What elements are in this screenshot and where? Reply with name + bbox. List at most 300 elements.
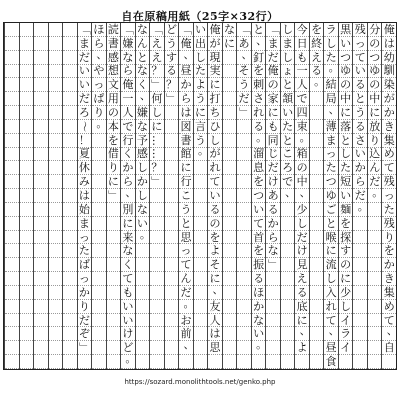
manuscript-cell — [165, 327, 179, 341]
manuscript-cell: 残 — [383, 175, 395, 189]
manuscript-cell: し — [151, 105, 163, 119]
manuscript-cell: 俺 — [267, 64, 279, 78]
manuscript-cell — [194, 286, 208, 300]
manuscript-cell: 。 — [368, 189, 382, 203]
manuscript-cell: は — [209, 327, 221, 341]
manuscript-cell — [223, 65, 237, 79]
manuscript-cell: る — [253, 272, 265, 286]
manuscript-cell: は — [180, 105, 192, 119]
manuscript-cell: か — [180, 78, 192, 92]
manuscript-cell — [92, 189, 106, 203]
manuscript-cell: 書 — [107, 36, 119, 50]
manuscript-cell: し — [325, 272, 337, 286]
manuscript-cell — [20, 258, 34, 272]
manuscript-cell: の — [340, 258, 352, 272]
manuscript-cell: る — [165, 64, 177, 78]
manuscript-cell — [20, 327, 34, 341]
manuscript-cell: た — [282, 119, 294, 133]
manuscript-cell — [150, 355, 164, 369]
manuscript-cell: 休 — [78, 161, 90, 175]
manuscript-cell — [20, 134, 34, 148]
manuscript-cell: 、 — [237, 51, 251, 65]
manuscript-cell: う — [238, 78, 250, 92]
manuscript-cell: 入 — [325, 285, 337, 299]
manuscript-cell — [63, 258, 77, 272]
manuscript-cell — [310, 231, 324, 245]
manuscript-cell: 出 — [194, 36, 206, 50]
manuscript-cell: … — [150, 148, 164, 160]
manuscript-cell — [353, 258, 367, 272]
manuscript-cell — [34, 175, 48, 189]
manuscript-cell: 。 — [252, 341, 266, 355]
manuscript-cell: く — [122, 258, 134, 272]
manuscript-cell — [295, 355, 309, 369]
manuscript-cell — [5, 217, 19, 231]
manuscript-cell: だ — [296, 230, 308, 244]
manuscript-cell — [136, 355, 150, 369]
source-url[interactable]: https://sozard.monolithtools.net/genko.php — [124, 378, 276, 386]
manuscript-cell — [353, 314, 367, 328]
manuscript-cell: 俺 — [383, 22, 395, 36]
manuscript-cell: 、 — [281, 189, 295, 203]
manuscript-cell — [34, 92, 48, 106]
manuscript-cell — [107, 203, 121, 217]
manuscript-cell — [63, 106, 77, 120]
manuscript-cell: 借 — [107, 147, 119, 161]
manuscript-cell: 文 — [107, 78, 119, 92]
manuscript-cell: ご — [325, 202, 337, 216]
manuscript-cell — [266, 314, 280, 328]
manuscript-cell: 「 — [77, 23, 91, 35]
manuscript-cell — [34, 51, 48, 65]
manuscript-cell — [34, 355, 48, 369]
manuscript-cell — [165, 286, 179, 300]
manuscript-cell — [281, 244, 295, 258]
manuscript-cell: け — [122, 327, 134, 341]
manuscript-cell — [136, 286, 150, 300]
manuscript-cell: 。 — [179, 300, 193, 314]
manuscript-column — [338, 23, 353, 369]
manuscript-cell — [63, 355, 77, 369]
manuscript-cell: を — [383, 244, 395, 258]
manuscript-cell — [237, 244, 251, 258]
manuscript-column — [367, 23, 382, 369]
manuscript-cell — [34, 258, 48, 272]
manuscript-cell: い — [122, 313, 134, 327]
manuscript-cell: じ — [267, 147, 279, 161]
manuscript-cell — [223, 92, 237, 106]
manuscript-cell — [223, 161, 237, 175]
manuscript-cell: つ — [340, 50, 352, 64]
manuscript-cell — [150, 327, 164, 341]
manuscript-cell: り — [107, 161, 119, 175]
manuscript-cell: 。 — [252, 134, 266, 148]
manuscript-cell: 」 — [237, 106, 251, 118]
manuscript-cell: て — [122, 272, 134, 286]
manuscript-cell: ら — [122, 175, 134, 189]
manuscript-cell — [223, 258, 237, 272]
manuscript-cell — [63, 217, 77, 231]
manuscript-cell: を — [340, 216, 352, 230]
manuscript-cell — [107, 272, 121, 286]
manuscript-cell: っ — [180, 244, 192, 258]
manuscript-cell — [34, 120, 48, 134]
manuscript-cell — [310, 258, 324, 272]
manuscript-cell: り — [383, 230, 395, 244]
manuscript-cell — [150, 217, 164, 231]
manuscript-cell: で — [122, 119, 134, 133]
manuscript-cell — [165, 244, 179, 258]
manuscript-cell — [223, 120, 237, 134]
manuscript-cell: あ — [267, 188, 279, 202]
manuscript-column — [207, 23, 222, 369]
manuscript-cell: に — [340, 272, 352, 286]
manuscript-cell: に — [209, 272, 221, 286]
manuscript-cell: 嫌 — [136, 105, 148, 119]
manuscript-cell — [266, 327, 280, 341]
manuscript-cell — [165, 258, 179, 272]
manuscript-cell: に — [340, 105, 352, 119]
manuscript-cell — [63, 175, 77, 189]
manuscript-cell: 幼 — [383, 50, 395, 64]
manuscript-cell — [49, 175, 63, 189]
manuscript-cell — [92, 314, 106, 328]
manuscript-cell: い — [78, 78, 90, 92]
manuscript-cell: を — [311, 22, 323, 36]
manuscript-cell — [49, 244, 63, 258]
manuscript-cell — [310, 120, 324, 134]
manuscript-cell — [136, 244, 150, 258]
manuscript-cell — [92, 134, 106, 148]
manuscript-cell: か — [383, 105, 395, 119]
manuscript-cell: 今 — [296, 22, 308, 36]
manuscript-cell — [281, 286, 295, 300]
manuscript-cell: 、 — [136, 92, 150, 106]
manuscript-cell: 残 — [383, 216, 395, 230]
manuscript-cell: が — [209, 36, 221, 50]
manuscript-cell: 嫌 — [122, 36, 134, 50]
manuscript-cell — [237, 161, 251, 175]
manuscript-cell: い — [194, 22, 206, 36]
manuscript-cell: た — [325, 50, 337, 64]
manuscript-cell: ？ — [165, 78, 177, 92]
manuscript-cell: を — [253, 244, 265, 258]
manuscript-cell — [63, 327, 77, 341]
manuscript-cell — [353, 327, 367, 341]
manuscript-cell: に — [107, 175, 119, 189]
manuscript-cell — [34, 314, 48, 328]
manuscript-cell — [20, 300, 34, 314]
manuscript-cell — [194, 314, 208, 328]
manuscript-cell — [107, 355, 121, 369]
manuscript-cell — [49, 272, 63, 286]
manuscript-cell: よ — [296, 341, 308, 355]
manuscript-cell — [223, 272, 237, 286]
manuscript-cell: っ — [93, 78, 105, 92]
manuscript-cell: 夏 — [78, 147, 90, 161]
manuscript-cell — [310, 148, 324, 162]
manuscript-cell — [194, 272, 208, 286]
manuscript-cell: ゆ — [340, 64, 352, 78]
manuscript-cell — [237, 300, 251, 314]
manuscript-cell: い — [122, 299, 134, 313]
manuscript-sheet — [3, 22, 397, 370]
manuscript-column — [178, 23, 193, 369]
manuscript-cell: う — [180, 202, 192, 216]
manuscript-cell: る — [354, 78, 366, 92]
manuscript-cell: は — [78, 188, 90, 202]
manuscript-cell: 俺 — [180, 36, 192, 50]
manuscript-column — [323, 23, 338, 369]
manuscript-cell: 「 — [237, 23, 251, 35]
manuscript-cell — [368, 314, 382, 328]
manuscript-cell — [92, 217, 106, 231]
manuscript-cell — [49, 78, 63, 92]
manuscript-cell — [34, 300, 48, 314]
manuscript-cell — [49, 92, 63, 106]
manuscript-cell: ぞ — [78, 327, 90, 341]
manuscript-cell — [368, 203, 382, 217]
manuscript-cell — [310, 300, 324, 314]
manuscript-cell: ひ — [209, 119, 221, 133]
manuscript-cell: 別 — [122, 202, 134, 216]
manuscript-cell: ど — [165, 22, 177, 36]
manuscript-cell — [34, 203, 48, 217]
manuscript-column — [236, 23, 251, 369]
manuscript-cell: ま — [267, 36, 279, 50]
manuscript-cell: に — [267, 105, 279, 119]
manuscript-cell: こ — [282, 147, 294, 161]
manuscript-cell — [92, 300, 106, 314]
manuscript-cell — [20, 244, 34, 258]
manuscript-cell — [310, 92, 324, 106]
manuscript-cell: 、 — [121, 189, 135, 203]
manuscript-cell — [5, 120, 19, 134]
manuscript-cell — [310, 327, 324, 341]
manuscript-cell: 局 — [325, 92, 337, 106]
manuscript-cell: た — [383, 202, 395, 216]
manuscript-cell — [223, 78, 237, 92]
manuscript-cell — [237, 148, 251, 162]
manuscript-cell — [49, 231, 63, 245]
manuscript-cell: 。 — [295, 134, 309, 148]
manuscript-cell — [5, 78, 19, 92]
manuscript-cell — [34, 65, 48, 79]
manuscript-cell: け — [267, 175, 279, 189]
manuscript-cell — [310, 217, 324, 231]
manuscript-cell — [34, 341, 48, 355]
manuscript-cell — [165, 217, 179, 231]
manuscript-cell — [92, 327, 106, 341]
manuscript-cell: 喉 — [325, 230, 337, 244]
manuscript-cell: 用 — [107, 92, 119, 106]
manuscript-cell: ぱ — [93, 92, 105, 106]
manuscript-cell: さ — [354, 133, 366, 147]
manuscript-cell: 束 — [296, 119, 308, 133]
manuscript-cell: ほ — [253, 285, 265, 299]
manuscript-cell: 思 — [209, 341, 221, 355]
manuscript-cell: 集 — [383, 133, 395, 147]
manuscript-cell — [5, 37, 19, 51]
manuscript-cell: 来 — [122, 230, 134, 244]
manuscript-cell: 思 — [180, 230, 192, 244]
manuscript-cell — [20, 65, 34, 79]
manuscript-cell: ば — [78, 258, 90, 272]
manuscript-cell — [150, 258, 164, 272]
manuscript-cell: の — [209, 216, 221, 230]
manuscript-cell — [63, 120, 77, 134]
manuscript-cell — [368, 272, 382, 286]
manuscript-cell — [5, 231, 19, 245]
manuscript-cell: が — [209, 147, 221, 161]
manuscript-cell — [5, 286, 19, 300]
manuscript-cell: ？ — [151, 64, 163, 78]
manuscript-cell — [310, 161, 324, 175]
manuscript-cell — [34, 134, 48, 148]
manuscript-cell — [165, 314, 179, 328]
manuscript-cell — [165, 341, 179, 355]
manuscript-cell — [150, 272, 164, 286]
manuscript-cell — [78, 355, 92, 369]
manuscript-cell: め — [383, 299, 395, 313]
manuscript-cell: 行 — [122, 133, 134, 147]
manuscript-cell: ろ — [78, 105, 90, 119]
manuscript-cell — [136, 341, 150, 355]
manuscript-cell — [63, 286, 77, 300]
manuscript-cell: 少 — [340, 285, 352, 299]
manuscript-cell — [92, 203, 106, 217]
manuscript-cell: だ — [267, 161, 279, 175]
manuscript-cell: だ — [78, 313, 90, 327]
manuscript-cell: ら — [122, 64, 134, 78]
manuscript-cell: も — [122, 285, 134, 299]
manuscript-cell: し — [136, 161, 148, 175]
manuscript-column — [251, 23, 266, 369]
manuscript-cell — [150, 244, 164, 258]
manuscript-cell: い — [354, 64, 366, 78]
manuscript-cell — [237, 134, 251, 148]
manuscript-cell — [49, 134, 63, 148]
manuscript-cell — [353, 355, 367, 369]
manuscript-cell: な — [136, 119, 148, 133]
manuscript-cell — [20, 106, 34, 120]
manuscript-cell — [353, 231, 367, 245]
manuscript-cell: 集 — [383, 285, 395, 299]
manuscript-cell: 「 — [266, 23, 280, 35]
manuscript-cell — [223, 203, 237, 217]
manuscript-cell: さ — [253, 92, 265, 106]
manuscript-cell: れ — [253, 105, 265, 119]
manuscript-cell: 書 — [180, 133, 192, 147]
manuscript-cell — [368, 244, 382, 258]
manuscript-cell — [5, 51, 19, 65]
manuscript-cell: 釘 — [253, 50, 265, 64]
manuscript-cell: り — [93, 105, 105, 119]
manuscript-column — [309, 23, 324, 369]
manuscript-cell — [237, 327, 251, 341]
manuscript-cell: も — [296, 50, 308, 64]
manuscript-cell — [237, 258, 251, 272]
manuscript-cell: 中 — [369, 92, 381, 106]
manuscript-column — [149, 23, 164, 369]
manuscript-cell — [194, 258, 208, 272]
manuscript-cell — [368, 258, 382, 272]
manuscript-cell: 少 — [296, 202, 308, 216]
manuscript-cell: っ — [78, 230, 90, 244]
manuscript-cell: で — [296, 92, 308, 106]
manuscript-cell: 終 — [311, 36, 323, 50]
manuscript-cell — [20, 120, 34, 134]
manuscript-cell — [34, 217, 48, 231]
manuscript-cell — [107, 258, 121, 272]
manuscript-cell: だ — [78, 50, 90, 64]
manuscript-cell — [266, 341, 280, 355]
manuscript-cell — [194, 244, 208, 258]
manuscript-cell — [49, 161, 63, 175]
manuscript-cell — [20, 203, 34, 217]
manuscript-cell: ら — [267, 230, 279, 244]
manuscript-cell: か — [253, 299, 265, 313]
manuscript-cell — [136, 272, 150, 286]
manuscript-cell: 」 — [164, 93, 178, 105]
manuscript-cell — [49, 106, 63, 120]
manuscript-cell — [194, 189, 208, 203]
manuscript-cell — [20, 217, 34, 231]
manuscript-cell — [63, 37, 77, 51]
manuscript-cell: 残 — [354, 22, 366, 36]
manuscript-cell: 、 — [252, 37, 266, 51]
manuscript-cell — [281, 203, 295, 217]
manuscript-cell: 。 — [353, 203, 367, 217]
manuscript-cell: に — [224, 36, 236, 50]
manuscript-cell — [107, 286, 121, 300]
manuscript-cell — [20, 161, 34, 175]
manuscript-cell — [310, 203, 324, 217]
manuscript-cell — [107, 341, 121, 355]
manuscript-cell: め — [383, 147, 395, 161]
manuscript-cell: い — [354, 147, 366, 161]
manuscript-cell: に — [122, 216, 134, 230]
manuscript-cell — [63, 300, 77, 314]
manuscript-cell: し — [209, 133, 221, 147]
manuscript-cell: 俺 — [209, 22, 221, 36]
manuscript-cell — [266, 355, 280, 369]
manuscript-cell: ゆ — [369, 64, 381, 78]
manuscript-cell — [107, 327, 121, 341]
manuscript-cell — [5, 244, 19, 258]
manuscript-cell — [20, 92, 34, 106]
manuscript-cell — [49, 120, 63, 134]
manuscript-cell — [208, 355, 222, 369]
manuscript-cell: 、 — [92, 51, 106, 65]
manuscript-cell — [179, 355, 193, 369]
manuscript-cell: な — [224, 22, 236, 36]
manuscript-cell: き — [383, 119, 395, 133]
manuscript-cell: 昼 — [180, 64, 192, 78]
manuscript-cell: や — [93, 64, 105, 78]
manuscript-column — [352, 23, 367, 369]
manuscript-cell — [92, 272, 106, 286]
manuscript-cell: 、 — [208, 286, 222, 300]
manuscript-cell: い — [78, 64, 90, 78]
manuscript-column — [4, 23, 19, 369]
manuscript-cell: け — [296, 244, 308, 258]
manuscript-cell: っ — [325, 147, 337, 161]
manuscript-cell: に — [180, 161, 192, 175]
manuscript-cell: で — [282, 175, 294, 189]
manuscript-cell — [20, 51, 34, 65]
manuscript-cell: 染 — [383, 78, 395, 92]
